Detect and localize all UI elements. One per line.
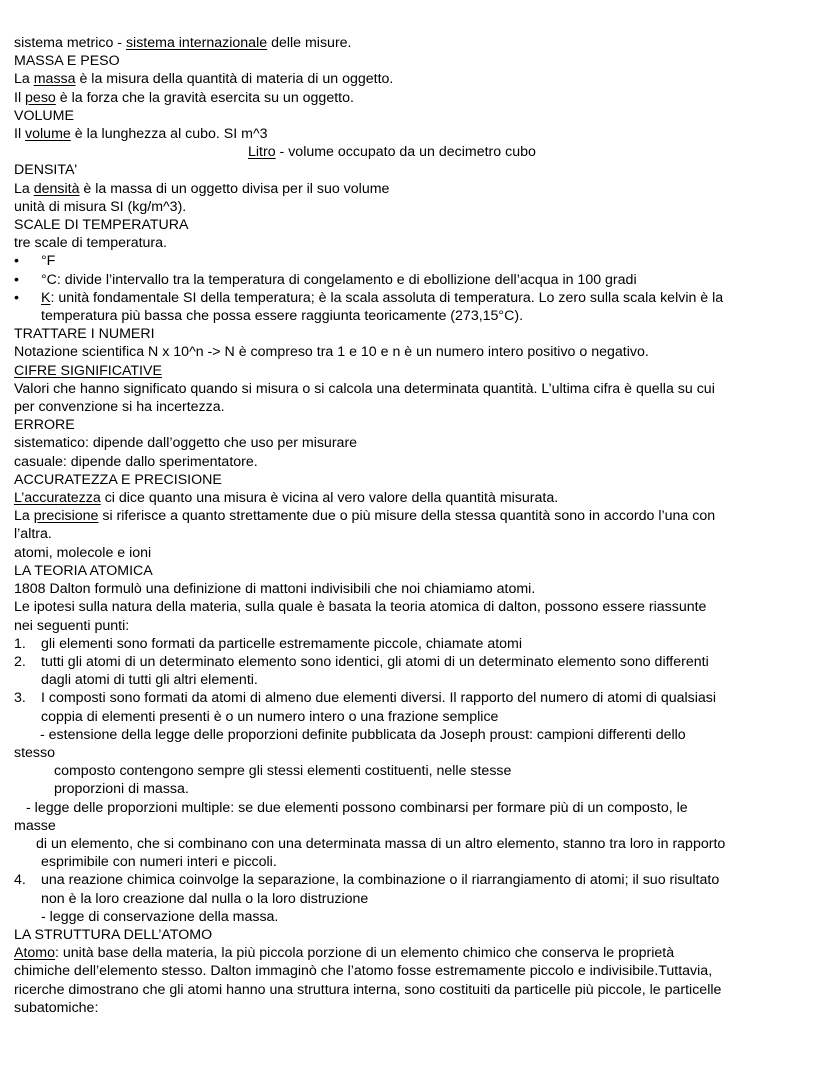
heading-trattare-i-numeri: TRATTARE I NUMERI (14, 326, 155, 343)
text-line: stesso (14, 744, 56, 761)
text-line: l’altra. (14, 526, 52, 543)
term-sistema-internazionale: sistema internazionale (125, 35, 268, 51)
text-line: esprimibile con numeri interi e piccoli. (41, 854, 277, 871)
text-line: Il volume è la lunghezza al cubo. SI m^3 (14, 126, 268, 143)
text-line: chimiche dell’elemento stesso. Dalton immaginò che l’atomo fosse estremamente piccolo e indivisibile.Tuttavia, (14, 963, 713, 980)
text-line: non è la loro creazione dal nulla o la loro distruzione (41, 890, 369, 907)
text-line: sistema metrico - sistema internazionale delle misure. (14, 35, 352, 51)
text-line: sistematico: dipende dall’oggetto che uso per misurare (14, 435, 358, 452)
heading-la-teoria-atomica: LA TEORIA ATOMICA (14, 562, 153, 579)
text-line: per convenzione si ha incertezza. (14, 399, 225, 416)
heading-massa-e-peso: MASSA E PESO (14, 53, 120, 70)
heading-accuratezza-e-precisione: ACCURATEZZA E PRECISIONE (14, 471, 222, 488)
term-accuratezza: L’accuratezza (14, 490, 101, 507)
term-massa: massa (33, 71, 76, 88)
text-line: La densità è la massa di un oggetto divisa per il suo volume (14, 180, 390, 197)
text-line: casuale: dipende dallo sperimentatore. (14, 453, 258, 470)
text-line: atomi, molecole e ioni (14, 544, 152, 561)
text-line: - legge di conservazione della massa. (41, 908, 279, 925)
numbered-item-1: 1. gli elementi sono formati da particelle estremamente piccole, chiamate atomi (14, 635, 523, 652)
heading-la-struttura-dell-atomo: LA STRUTTURA DELL’ATOMO (14, 926, 213, 943)
term-litro: Litro (248, 144, 276, 161)
term-densita: densità (33, 180, 80, 197)
numbered-item-4: 4. una reazione chimica coinvolge la separazione, la combinazione o il riarrangiamento di atomi; il suo risultato (14, 872, 720, 889)
bullet-icon: • (14, 271, 19, 288)
text-line: - estensione della legge delle proporzioni definite pubblicata da Joseph proust: campioni differenti dello (40, 726, 686, 743)
text-line: ricerche dimostrano che gli atomi hanno una struttura interna, sono costituiti da particelle più piccole, le particelle (14, 981, 722, 998)
list-item: • °F (14, 253, 56, 270)
text-line: temperatura più bassa che possa essere raggiunta teoricamente (273,15°C). (41, 308, 524, 325)
text-line: Notazione scientifica N x 10^n -> N è compreso tra 1 e 10 e n è un numero intero positivo o negativo. (14, 344, 649, 361)
text-line: dagli atomi di tutti gli altri elementi. (41, 672, 258, 689)
text-line: subatomiche: (14, 999, 99, 1016)
numbered-item-2: 2. tutti gli atomi di un determinato elemento sono identici, gli atomi di un determinato elemento sono differenti (14, 653, 709, 670)
text-line: Litro - volume occupato da un decimetro cubo (248, 144, 536, 161)
list-item: • K: unità fondamentale SI della temperatura; è la scala assoluta di temperatura. Lo zero sulla scala kelvin è la (14, 289, 724, 306)
text-line: di un elemento, che si combinano con una determinata massa di un altro elemento, stanno tra loro in rapporto (36, 835, 726, 852)
bullet-icon: • (14, 289, 19, 306)
term-volume: volume (25, 126, 71, 143)
term-atomo: Atomo (14, 945, 56, 962)
text-line: L’accuratezza ci dice quanto una misura è vicina al vero valore della quantità misurata. (14, 490, 559, 507)
text-line: tre scale di temperatura. (14, 235, 167, 252)
text-line: masse (14, 817, 56, 834)
text-line: - legge delle proporzioni multiple: se due elementi possono combinarsi per formare più di un composto, le (26, 799, 688, 816)
text-line: proporzioni di massa. (54, 781, 189, 798)
list-item: • °C: divide l’intervallo tra la temperatura di congelamento e di ebollizione dell’acqua in 100 gradi (14, 271, 637, 288)
heading-scale-di-temperatura: SCALE DI TEMPERATURA (14, 217, 189, 234)
text-line: La massa è la misura della quantità di materia di un oggetto. (14, 71, 394, 88)
heading-volume: VOLUME (14, 107, 74, 124)
text-line: 1808 Dalton formulò una definizione di mattoni indivisibili che noi chiamiamo atomi. (14, 581, 536, 598)
text-line: unità di misura SI (kg/m^3). (14, 198, 187, 215)
heading-densita: DENSITA' (14, 162, 78, 179)
text-line: nei seguenti punti: (14, 617, 130, 634)
heading-errore: ERRORE (14, 417, 75, 434)
term-precisione: precisione (33, 508, 99, 525)
text-line: composto contengono sempre gli stessi elementi costituenti, nelle stesse (54, 763, 512, 780)
bullet-icon: • (14, 253, 19, 270)
numbered-item-3: 3. I composti sono formati da atomi di almeno due elementi diversi. Il rapporto del numero di atomi di qualsiasi (14, 690, 717, 707)
text-line: Valori che hanno significato quando si misura o si calcola una determinata quantità. L’ultima cifra è quella su cui (14, 380, 715, 397)
heading-cifre-significative: CIFRE SIGNIFICATIVE (14, 362, 162, 379)
text-line: Il peso è la forza che la gravità esercita su un oggetto. (14, 89, 354, 106)
term-k: K (41, 289, 51, 306)
text-line: Atomo: unità base della materia, la più piccola porzione di un elemento chimico che conserva le proprietà (14, 945, 675, 962)
term-peso: peso (25, 89, 56, 106)
text-line: La precisione si riferisce a quanto strettamente due o più misure della stessa quantità sono in accordo l’una con (14, 508, 716, 525)
text-line: Le ipotesi sulla natura della materia, sulla quale è basata la teoria atomica di dalton, possono essere riassunte (14, 599, 707, 616)
text-line: coppia di elementi presenti è o un numero intero o una frazione semplice (41, 708, 499, 725)
